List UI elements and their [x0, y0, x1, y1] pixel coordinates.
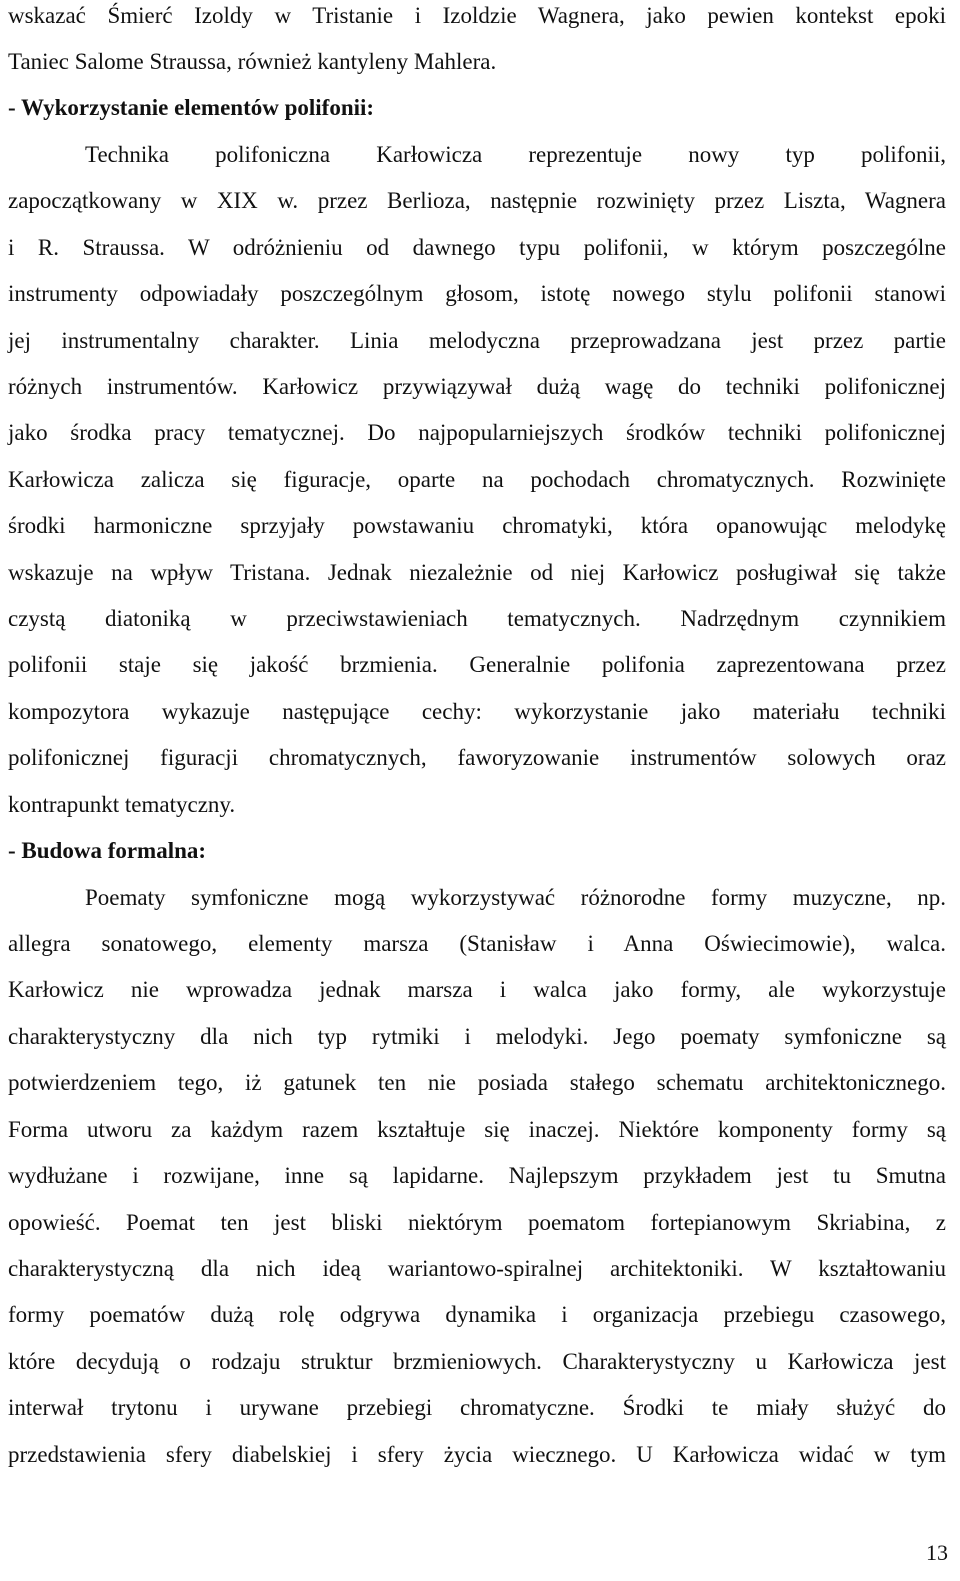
text-line: polifonicznej figuracji chromatycznych, faworyzowanie instrumentów solowych oraz — [8, 745, 946, 770]
text-line: wskazuje na wpływ Tristana. Jednak niezależnie od niej Karłowicz posługiwał się także — [8, 560, 946, 585]
text-line: Poematy symfoniczne mogą wykorzystywać różnorodne formy muzyczne, np. — [85, 885, 946, 910]
text-line: różnych instrumentów. Karłowicz przywiązywał dużą wagę do techniki polifonicznej — [8, 374, 946, 399]
text-line: wskazać Śmierć Izoldy w Tristanie i Izoldzie Wagnera, jako pewien kontekst epoki — [8, 3, 946, 28]
text-line: wydłużane i rozwijane, inne są lapidarne. Najlepszym przykładem jest tu Smutna — [8, 1163, 946, 1188]
text-line: środki harmoniczne sprzyjały powstawaniu chromatyki, która opanowując melodykę — [8, 513, 946, 538]
text-line: Karłowicz nie wprowadza jednak marsza i walca jako formy, ale wykorzystuje — [8, 977, 946, 1002]
text-line: i R. Straussa. W odróżnieniu od dawnego typu polifonii, w którym poszczególne — [8, 235, 946, 260]
text-line: kompozytora wykazuje następujące cechy: wykorzystanie jako materiału techniki — [8, 699, 946, 724]
text-line: zapoczątkowany w XIX w. przez Berlioza, następnie rozwinięty przez Liszta, Wagnera — [8, 188, 946, 213]
text-line: Taniec Salome Straussa, również kantyleny Mahlera. — [8, 49, 497, 74]
text-line: które decydują o rodzaju struktur brzmieniowych. Charakterystyczny u Karłowicza jest — [8, 1349, 946, 1374]
text-line: interwał trytonu i urywane przebiegi chromatyczne. Środki te miały służyć do — [8, 1395, 946, 1420]
text-line: instrumenty odpowiadały poszczególnym głosom, istotę nowego stylu polifonii stanowi — [8, 281, 946, 306]
text-line: charakterystyczną dla nich ideą wariantowo-spiralnej architektoniki. W kształtowaniu — [8, 1256, 946, 1281]
section-heading: - Wykorzystanie elementów polifonii: — [8, 95, 375, 120]
text-line: czystą diatoniką w przeciwstawieniach tematycznych. Nadrzędnym czynnikiem — [8, 606, 946, 631]
text-line: opowieść. Poemat ten jest bliski niektórym poematom fortepianowym Skriabina, z — [8, 1210, 946, 1235]
section-heading: - Budowa formalna: — [8, 838, 207, 863]
page-number: 13 — [926, 1540, 948, 1565]
text-line: Karłowicza zalicza się figuracje, oparte na pochodach chromatycznych. Rozwinięte — [8, 467, 946, 492]
text-line: jako środka pracy tematycznej. Do najpopularniejszych środków techniki polifonicznej — [8, 420, 946, 445]
text-line: Forma utworu za każdym razem kształtuje się inaczej. Niektóre komponenty formy są — [8, 1117, 946, 1142]
text-line: polifonii staje się jakość brzmienia. Generalnie polifonia zaprezentowana przez — [8, 652, 946, 677]
text-line: formy poematów dużą rolę odgrywa dynamika i organizacja przebiegu czasowego, — [8, 1302, 946, 1327]
text-line: charakterystyczny dla nich typ rytmiki i melodyki. Jego poematy symfoniczne są — [8, 1024, 946, 1049]
text-line: jej instrumentalny charakter. Linia melodyczna przeprowadzana jest przez partie — [8, 328, 946, 353]
text-line: kontrapunkt tematyczny. — [8, 792, 236, 817]
text-line: potwierdzeniem tego, iż gatunek ten nie posiada stałego schematu architektonicznego. — [8, 1070, 946, 1095]
text-line: Technika polifoniczna Karłowicza reprezentuje nowy typ polifonii, — [85, 142, 946, 167]
text-line: przedstawienia sfery diabelskiej i sfery życia wiecznego. U Karłowicza widać w tym — [8, 1442, 946, 1467]
text-line: allegra sonatowego, elementy marsza (Stanisław i Anna Oświecimowie), walca. — [8, 931, 946, 956]
